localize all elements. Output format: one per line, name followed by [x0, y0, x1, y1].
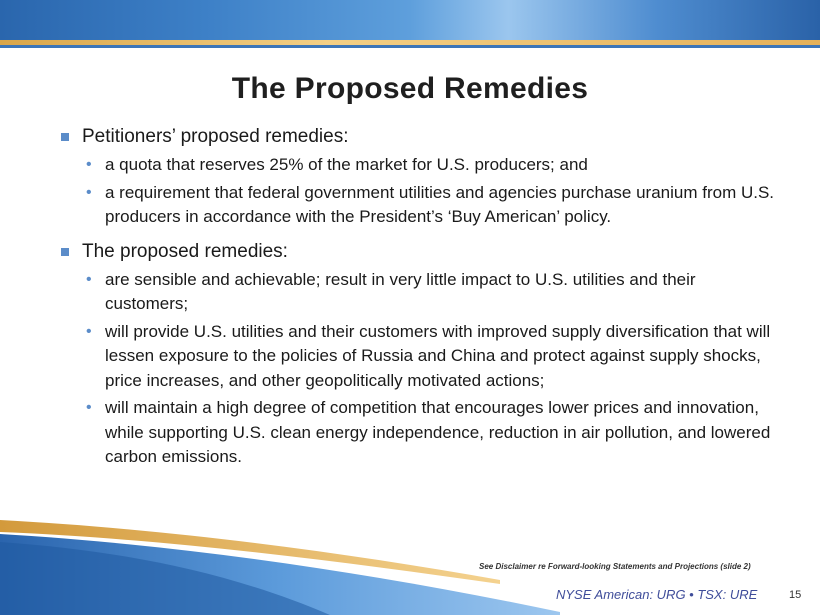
slide-body — [58, 124, 778, 473]
dot-bullet-icon: • — [86, 322, 92, 340]
list-item — [58, 181, 778, 230]
page-number: 15 — [789, 589, 802, 601]
slide-title: The Proposed Remedies — [231, 72, 589, 105]
header-band — [0, 0, 820, 40]
dot-bullet-icon: • — [86, 183, 92, 201]
square-bullet-icon — [61, 133, 69, 141]
list-item-text: will provide U.S. utilities and their customers with improved supply diversification that will lessen exposure to the policies of Russia and China and protect against supply shocks, price increases, and other geopolitically motivated actions; — [105, 321, 771, 390]
list-item-text: a quota that reserves 25% of the market for U.S. producers; and — [105, 155, 588, 174]
section-heading-text: Petitioners’ proposed remedies: — [82, 126, 349, 147]
dot-bullet-icon: • — [86, 156, 92, 173]
list-item — [58, 153, 778, 178]
list-item-text: will maintain a high degree of competition that encourages lower prices and innovation, while supporting U.S. clean energy independence, reduction in air pollution, and lowered carbon emissions. — [105, 398, 771, 466]
square-bullet-icon — [61, 248, 69, 256]
header-blue-line — [0, 45, 820, 48]
ticker-symbols: NYSE American: URG • TSX: URE — [556, 587, 758, 602]
disclaimer-note: See Disclaimer re Forward-looking Statements and Projections (slide 2) — [479, 562, 751, 571]
list-item — [58, 320, 778, 394]
dot-bullet-icon: • — [86, 270, 92, 288]
section-heading-petitioners — [58, 124, 778, 149]
list-item-text: a requirement that federal government utilities and agencies purchase uranium from U.S. producers in accordance with the President’s ‘Buy American’ policy. — [105, 182, 775, 226]
list-item — [58, 268, 778, 317]
list-item — [58, 396, 778, 470]
dot-bullet-icon: • — [86, 399, 92, 416]
section-heading-text: The proposed remedies: — [82, 240, 288, 262]
section-heading-remedies — [58, 239, 778, 264]
list-item-text: are sensible and achievable; result in very little impact to U.S. utilities and their customers; — [105, 269, 696, 313]
